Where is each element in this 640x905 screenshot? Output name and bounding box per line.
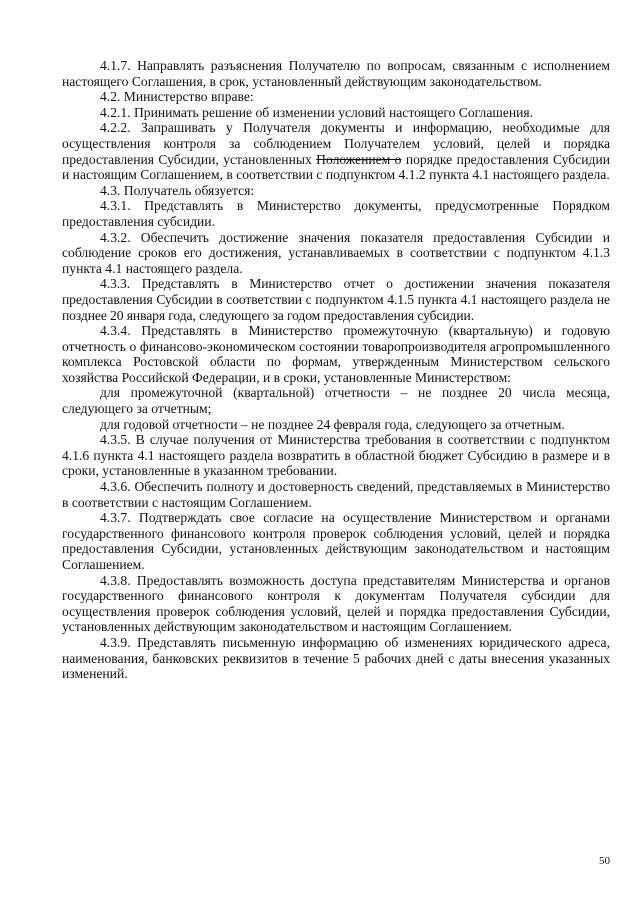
paragraph-4-3-6: 4.3.6. Обеспечить полноту и достоверность сведений, представляемых в Министерство в соответствии с настоящим Соглашением.: [62, 479, 610, 510]
paragraph-4-3-9: 4.3.9. Представлять письменную информацию об изменениях юридического адреса, наименования, банковских реквизитов в течение 5 рабочих дней с даты внесения указанных изменений.: [62, 634, 610, 682]
paragraph-4-3-2: 4.3.2. Обеспечить достижение значения показателя предоставления Субсидии и соблюдение сроков его достижения, устанавливаемых в соответствии с подпунктом 4.1.3 пункта 4.1 настоящего раздела.: [62, 229, 610, 276]
struck-text: Положением о: [316, 151, 402, 167]
paragraph-4-1-7: 4.1.7. Направлять разъяснения Получателю по вопросам, связанным с исполнением настоящего Соглашения, в срок, установленный действующим законодательством.: [62, 58, 610, 89]
paragraph-4-2: 4.2. Министерство вправе:: [100, 89, 254, 105]
page-number: 50: [599, 855, 610, 867]
paragraph-quarterly-reporting: для промежуточной (квартальной) отчетности – не позднее 20 числа месяца, следующего за отчетным;: [62, 385, 610, 417]
paragraph-4-3-8: 4.3.8. Предоставлять возможность доступа представителям Министерства и органов государственного финансового контроля к документам Получателя субсидии для осуществления проверок соблюдения условий, целей и порядка предоставления Субсидии, установленных действующим законодательством и настоящим Соглашением.: [62, 572, 610, 635]
paragraph-4-3-4: 4.3.4. Представлять в Министерство промежуточную (квартальную) и годовую отчетность о финансово-экономическом состоянии товаропроизводителя агропромышленного комплекса Ростовской области по формам, утвержденным Министерством сельского хозяйства Российской Федерации, и в сроки, установленные Министерством:: [62, 323, 610, 385]
paragraph-4-3-5: 4.3.5. В случае получения от Министерства требования в соответствии с подпунктом 4.1.6 пункта 4.1 настоящего раздела возвратить в областной бюджет Субсидию в размере и в сроки, установленные в указанном требовании.: [62, 432, 610, 479]
paragraph-4-2-2: [62, 120, 610, 182]
paragraph-4-2-2-text-after: порядке предоставления Субсидии и настоящим Соглашением, в соответствии с подпунктом 4.1.2 пункта 4.1 настоящего раздела.: [62, 151, 610, 183]
document-body: [62, 58, 610, 682]
paragraph-4-2-2-text-before: 4.2.2. Запрашивать у Получателя документы и информацию, необходимые для осуществления контроля за соблюдением Получателем условий, целей и порядка предоставления Субсидии, установленных: [62, 120, 610, 167]
paragraph-4-3-3: 4.3.3. Представлять в Министерство отчет о достижении значения показателя предоставления Субсидии в соответствии с подпунктом 4.1.5 пункта 4.1 настоящего раздела не позднее 20 января года, следующего за годом предоставления субсидии.: [62, 276, 610, 323]
paragraph-4-3-7: 4.3.7. Подтверждать свое согласие на осуществление Министерством и органами государственного финансового контроля проверок соблюдения условий, целей и порядка предоставления Субсидии, установленных действующим законодательством и настоящим Соглашением.: [62, 510, 610, 572]
paragraph-4-3-1: 4.3.1. Представлять в Министерство документы, предусмотренные Порядком предоставления субсидии.: [62, 198, 610, 229]
paragraph-annual-reporting: для годовой отчетности – не позднее 24 февраля года, следующего за отчетным.: [100, 416, 565, 432]
paragraph-4-2-1: 4.2.1. Принимать решение об изменении условий настоящего Соглашения.: [100, 104, 534, 120]
paragraph-4-3: 4.3. Получатель обязуется:: [100, 182, 255, 198]
